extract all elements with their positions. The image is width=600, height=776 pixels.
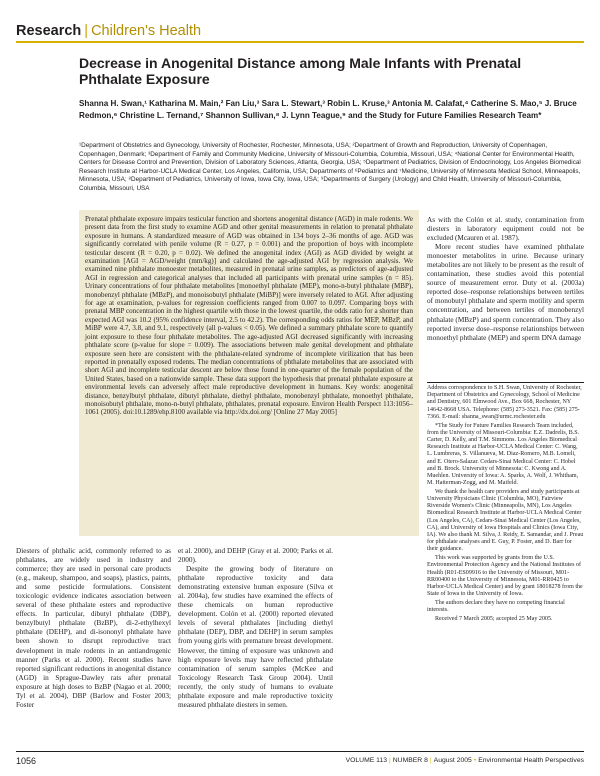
acknowledgments-note: We thank the health care providers and study participants at University Physicians Clinic (Columbia, MO), Fairview Riverside Women's Clinic (Minneapolis, MN), Los Angeles Biomedical Research Institute at Harbor-UCLA Medical Center (Los Angeles, CA), Cedars-Sinai Medical Center (Los Angeles, CA), and University of Iowa Hospitals and Clinics (Iowa City, IA). We also thank M. Silva, J. Reidy, E. Samandar, and J. Preau for phthalate analyses and E. Guy, P. Foster, and D. Barr for their guidance. (427, 488, 584, 553)
article-title: Decrease in Anogenital Distance among Male Infants with Prenatal Phthalate Exposure (79, 55, 522, 87)
header-text (16, 21, 201, 41)
right-column-paragraph: More recent studies have examined phthalate monoester metabolites in urine. Because urinary metabolites are not likely to be present as the result of contamination, these studies avoid this potential source of measurement error. Duty et al. (2003a) reported dose–response relationships between tertiles of monobutyl phthalate and sperm motility and sperm concentration, and between tertiles of monobenzyl phthalate (MBzP) and sperm concentration. They also reported inverse dose–response relationships between monoethyl phthalate (MEP) and sperm DNA damage (427, 243, 584, 342)
footer-journal: Environmental Health Perspectives (478, 757, 584, 764)
subsection-label: Children's Health (91, 23, 202, 39)
header-rule (16, 41, 584, 43)
footer-separator: | (389, 757, 391, 764)
footer-date: August 2005 (433, 757, 472, 764)
section-separator: | (84, 23, 89, 39)
intro-paragraph: Diesters of phthalic acid, commonly referred to as phthalates, are widely used in industry and commerce; they are used in personal care products (e.g., makeup, shampoo, and soaps), plastics, paints, and some pesticide formulations. Consistent toxicologic evidence indicates association between several of these phthalate esters and reproductive effects. In particular, dibutyl phthalate (DBP), benzylbutyl phthalate (BzBP), di-2-ethylhexyl phthalate (DEHP), and di-isononyl phthalate have been shown to disrupt reproductive tract development in male rodents in an antiandrogenic manner (Parks et al. 2000). Recent studies have reported significant reductions in anogenital distance (AGD) in Sprague-Dawley rats after prenatal exposure at high doses to BzBP (Nagao et al. 2000; Tyl et al. 2004), DBP (Barlow and Foster 2003; Foster (16, 547, 171, 709)
footer-rule (16, 751, 584, 752)
author-list: Shanna H. Swan,¹ Katharina M. Main,² Fan Liu,³ Sara L. Stewart,³ Robin L. Kruse,³ Antonia M. Calafat,⁴ Catherine S. Mao,⁵ J. Bruce Redmon,⁶ Christine L. Ternand,⁷ Shannon Sullivan,⁸ J. Lynn Teague,⁹ and the Study for Future Families Research Team* (79, 99, 577, 120)
footer-number: NUMBER 8 (392, 757, 428, 764)
running-header (16, 21, 584, 43)
research-team-note: *The Study for Future Families Research Team included, from the University of Missouri-Columbia: E.Z. Dadrelis, B.S. Carter, D. Kelly, and T.M. Simmons. Los Angeles Biomedical Research Institute at Harbor-UCLA Medical Center: C. Wang, L. Lumbreras, S. Villanueva, M. Diaz-Romero, M.B. Lomeli, and E. Otero-Salazar. Cedars-Sinai Medical Center: C. Hobel and B. Brock. University of Minnesota: C. Kwong and A. Muehlen. University of Iowa: A. Sparks, A. Wolf, J. Whitham, M. Hatterman-Zogg, and M. Maifeld. (427, 422, 580, 487)
notes-divider (427, 382, 584, 383)
journal-footer (346, 756, 584, 766)
page-number: 1056 (16, 756, 37, 766)
competing-interests-note: The authors declare they have no competing financial interests. (427, 599, 565, 614)
right-column-body (427, 216, 584, 343)
received-date-note: Received 7 March 2005; accepted 25 May 2005. (435, 615, 553, 622)
correspondence-note: Address correspondence to S.H. Swan, University of Rochester, Department of Obstetrics and Gynecology, School of Medicine and Dentistry, 601 Elmwood Ave., Box 668, Rochester, NY 14642-8668 USA. Telephone: (585) 273-3521. Fax: (585) 275-7366. E-mail: shanna_swan@urmc.rochester.edu (427, 385, 582, 420)
footer-bullet: • (473, 757, 477, 764)
footer-separator: | (429, 757, 432, 764)
section-label: Research (16, 23, 82, 39)
body-paragraph: et al. 2000), and DEHP (Gray et al. 2000; Parks et al. 2000). (178, 547, 333, 565)
affiliations: ¹Department of Obstetrics and Gynecology, University of Rochester, Rochester, Minnesota, USA; ²Department of Growth and Reproduction, University of Copenhagen, Copenhagen, Denmark; ³Department of Family and Community Medicine, University of Missouri-Columbia, Columbia, Missouri, USA; ⁴National Center for Environmental Health, Centers for Disease Control and Prevention, Division of Laboratory Sciences, Atlanta, Georgia, USA; ⁵Department of Pediatrics, Division of Endocrinology, Los Angeles Biomedical Research Institute at Harbor-UCLA Medical Center, Los Angeles, California, USA; Departments of ⁶Pediatrics and ⁷Medicine, University of Minnesota Medical School, Minneapolis, Minnesota, USA; ⁸Department of Pediatrics, University of Iowa, Iowa City, Iowa, USA; ⁹Departments of Surgery (Urology) and Child Health, University of Missouri-Columbia, Columbia, Missouri, USA (79, 142, 581, 192)
footer-volume: VOLUME 113 (345, 757, 387, 764)
right-column-paragraph: As with the Colón et al. study, contamination from diesters in laboratory equipment could not be excluded (Mcauren et al. 1987). (427, 216, 584, 243)
footnotes (427, 385, 584, 625)
body-column-middle (178, 547, 333, 710)
body-paragraph: Despite the growing body of literature on phthalate reproductive toxicity and data demonstrating extensive human exposure (Silva et al. 2004a), few studies have examined the effects of these chemicals on human reproductive development. Colón et al. (2000) reported elevated levels of several phthalates [including diethyl phthalate (DEP), DBP, and DEHP] in serum samples from young girls with premature breast development. However, the timing of exposure was unknown and high exposure levels may have reflected phthalate contamination of serum samples (McKee and Toxicology Research Task Group 2004). Until recently, the only study of humans to evaluate phthalate exposure and male reproductive toxicity measured phthalate diesters in semen. (178, 565, 333, 709)
body-column-left (16, 547, 171, 710)
funding-note: This work was supported by grants from the U.S. Environmental Protection Agency and the National Institutes of Health (R01-ES09916 to the University of Missouri, M01-RR00400 to the University of Minnesota, M01-RR0425 to Harbor-UCLA Medical Center) and by grant 18018278 from the State of Iowa to the University of Iowa. (427, 555, 583, 598)
abstract-text: Prenatal phthalate exposure impairs testicular function and shortens anogenital distance (AGD) in male rodents. We present data from the first study to examine AGD and other genital measurements in relation to prenatal phthalate exposure in humans. A standardized measure of AGD was obtained in 134 boys 2–36 months of age. AGD was significantly correlated with penile volume (R = 0.27, p = 0.001) and the proportion of boys with incomplete testicular descent (R = 0.20, p = 0.02). We defined the anogenital index (AGI) as AGD divided by weight at examination [AGI = AGD/weight (mm/kg)] and calculated the age-adjusted AGI by regression analysis. We examined nine phthalate monoester metabolites, measured in prenatal urine samples, as predictors of age-adjusted AGI in regression and categorical analyses that included all participants with prenatal urine samples (n = 85). Urinary concentrations of four phthalate metabolites [monoethyl phthalate (MEP), mono-n-butyl phthalate (MBP), monobenzyl phthalate (MBzP), and monoisobutyl phthalate (MiBP)] were inversely related to AGI. After adjusting for age at examination, p-values for regression coefficients ranged from 0.007 to 0.097. Comparing boys with prenatal MBP concentration in the highest quartile with those in the lowest quartile, the odds ratio for a shorter than expected AGI was 10.2 (95% confidence interval, 2.5 to 42.2). The corresponding odds ratios for MEP, MBzP, and MiBP were 4.7, 3.8, and 9.1, respectively (all p-values < 0.05). We defined a summary phthalate score to quantify joint exposure to these four phthalate metabolites. The age-adjusted AGI decreased significantly with increasing phthalate score (p-value for slope = 0.009). The associations between male genital development and phthalate exposure seen here are consistent with the phthalate-related syndrome of incomplete virilization that has been reported in prenatally exposed rodents. The median concentrations of phthalate metabolites that are associated with short AGI and incomplete testicular descent are below those found in one-quarter of the female population of the United States, based on a nationwide sample. These data support the hypothesis that prenatal phthalate exposure at environmental levels can adversely affect male reproductive development in humans. Key words: anogenital distance, benzylbutyl phthalate, dibutyl phthalate, diethyl phthalate, monobenzyl phthalate, monoethyl phthalate, monoisobutyl phthalate, mono-n-butyl phthalate, phthalates, prenatal exposure. Environ Health Perspect 113:1056–1061 (2005). doi:10.1289/ehp.8100 available via http://dx.doi.org/ [Online 27 May 2005] (85, 215, 413, 417)
abstract-box (79, 210, 419, 536)
